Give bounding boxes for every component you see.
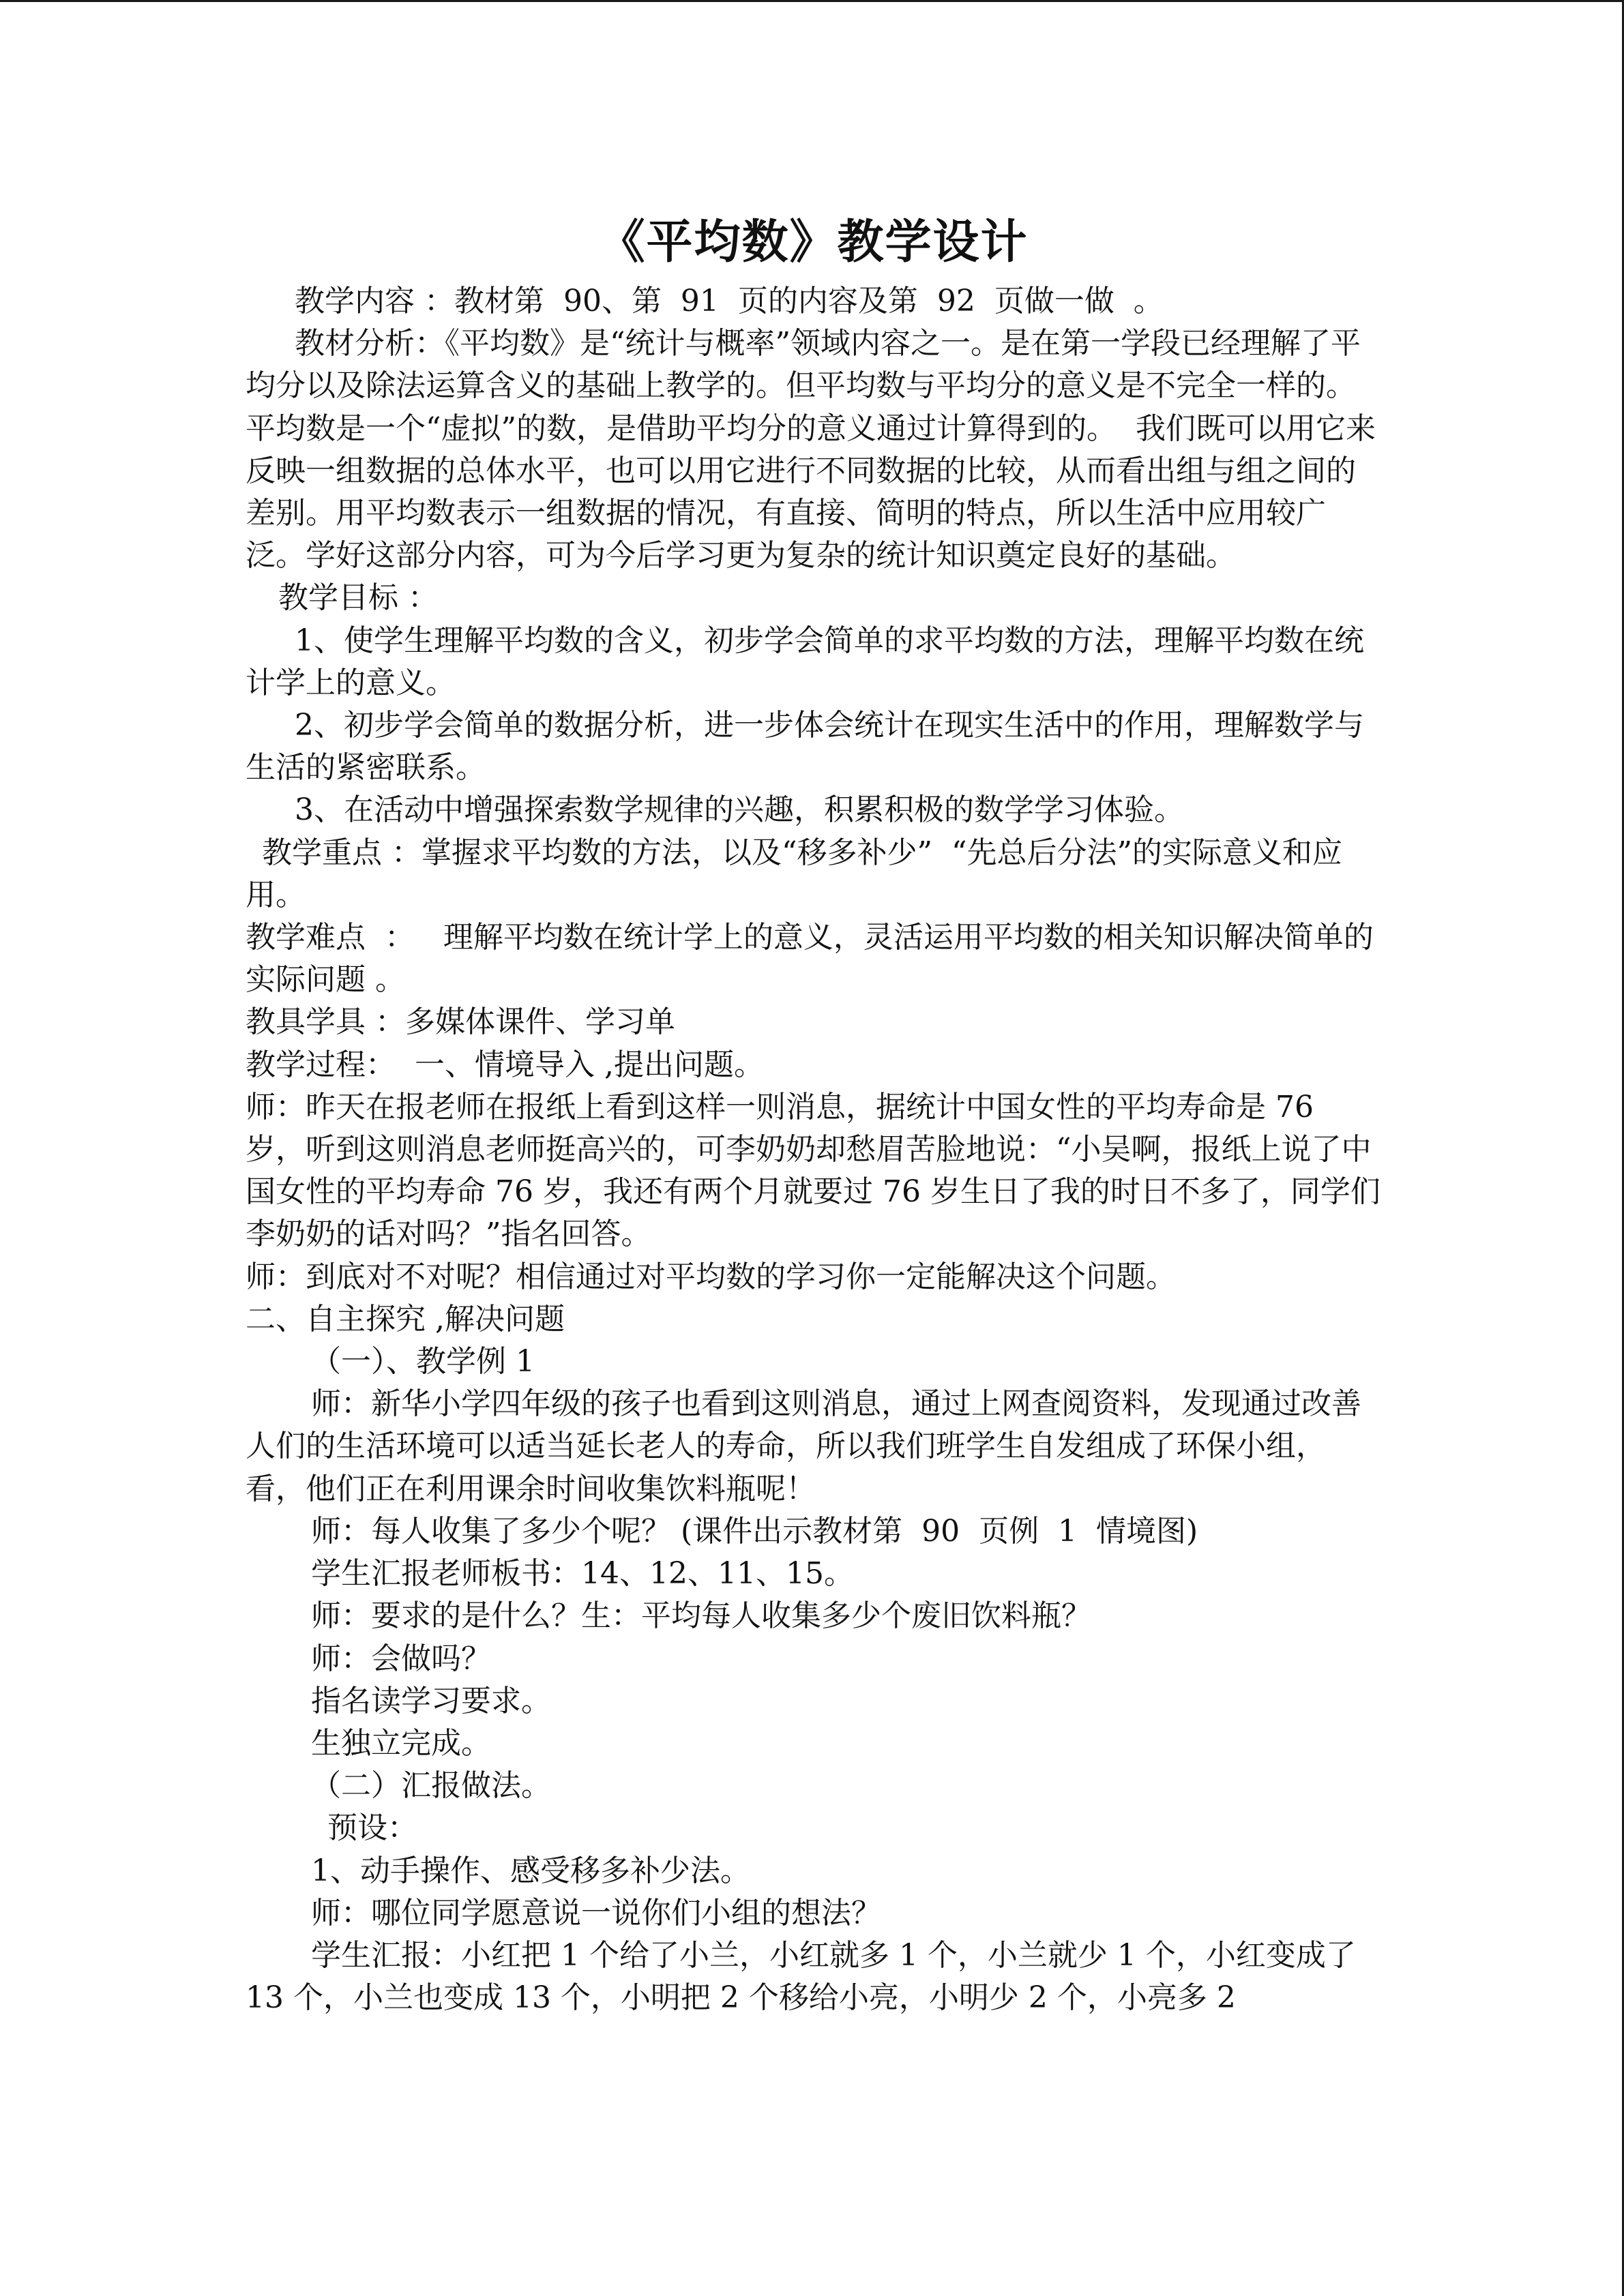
paragraph: 教学内容 ：教材第 90、第 91 页的内容及第 92 页做一做 。	[295, 284, 1164, 318]
paragraph: 师：每人收集了多少个呢？ (课件出示教材第 90 页例 1 情境图)	[311, 1513, 1198, 1549]
paragraph: 师：到底对不对呢？相信通过对平均数的学习你一定能解决这个问题。	[246, 1259, 1176, 1294]
document-body	[246, 280, 1381, 2019]
paragraph: 师：哪位同学愿意说一说你们小组的想法？	[311, 1895, 881, 1930]
paragraph: 1、动手操作、感受移多补少法。	[311, 1853, 750, 1888]
paragraph: 教材分析：《平均数》是“统计与概率”领域内容之一。是在第一学段已经理解了平均分以及除法运算含义的基础上教学的。但平均数与平均分的意义是不完全一样的。平均数是一个“虚拟”的数，是借助平均分的意义通过计算得到的。 我们既可以用它来反映一组数据的总体水平，也可以用它进行不同数据的比较，从而看出组与组之间的差别。用平均数表示一组数据的情况，有直接、简明的特点，所以生活中应用较广泛。学好这部分内容，可为今后学习更为复杂的统计知识奠定良好的基础。	[246, 326, 1376, 573]
paragraph: 教学难点 ： 理解平均数在统计学上的意义，灵活运用平均数的相关知识解决简单的实际问题 。	[246, 920, 1374, 998]
paragraph: 师：要求的是什么？生：平均每人收集多少个废旧饮料瓶？	[311, 1598, 1091, 1634]
paragraph: 生独立完成。	[311, 1725, 491, 1761]
page-border-top	[0, 0, 1624, 2]
paragraph: 教具学具 ：多媒体课件、学习单	[246, 1004, 675, 1040]
paragraph: 学生汇报：小红把 1 个给了小兰，小红就多 1 个，小兰就少 1 个，小红变成了 13 个，小兰也变成 13 个，小明把 2 个移给小亮，小明少 2 个，小亮多 2	[246, 1937, 1365, 2016]
document-title: 《平均数》教学设计	[598, 215, 1029, 269]
paragraph: 师：昨天在报老师在报纸上看到这样一则消息，据统计中国女性的平均寿命是 76 岁，听到这则消息老师挺高兴的，可李奶奶却愁眉苦脸地说：“小吴啊，报纸上说了中国女性的平均寿命 76 岁，我还有两个月就要过 76 岁生日了我的时日不多了，同学们李奶奶的话对吗？”指名回答。	[246, 1089, 1381, 1252]
paragraph: 教学重点 ：掌握求平均数的方法，以及“移多补少” “先总后分法”的实际意义和应用。	[246, 835, 1342, 912]
paragraph: （二）汇报做法。	[311, 1768, 551, 1804]
paragraph: 预设：	[327, 1810, 417, 1846]
paragraph: 师：新华小学四年级的孩子也看到这则消息，通过上网查阅资料，发现通过改善人们的生活环境可以适当延长老人的寿命，所以我们班学生自发组成了环保小组，看，他们正在利用课余时间收集饮料瓶呢！	[246, 1386, 1361, 1506]
paragraph: 2、初步学会简单的数据分析，进一步体会统计在现实生活中的作用，理解数学与生活的紧密联系。	[246, 708, 1364, 786]
paragraph: 教学目标 ：	[278, 580, 438, 616]
paragraph: 指名读学习要求。	[311, 1683, 551, 1718]
document-page	[246, 208, 1381, 2019]
paragraph: 教学过程： 一、情境导入 ,提出问题。	[246, 1047, 764, 1082]
paragraph: 3、在活动中增强探索数学规律的兴趣，积累积极的数学学习体验。	[295, 792, 1184, 828]
paragraph: 师：会做吗？	[311, 1641, 491, 1676]
paragraph: 学生汇报老师板书：14、12、11、15。	[311, 1556, 854, 1592]
paragraph: （一）、教学例 1	[311, 1344, 535, 1380]
paragraph: 二、自主探究 ,解决问题	[246, 1301, 565, 1337]
paragraph: 1、使学生理解平均数的含义，初步学会简单的求平均数的方法，理解平均数在统计学上的意义。	[246, 623, 1364, 700]
